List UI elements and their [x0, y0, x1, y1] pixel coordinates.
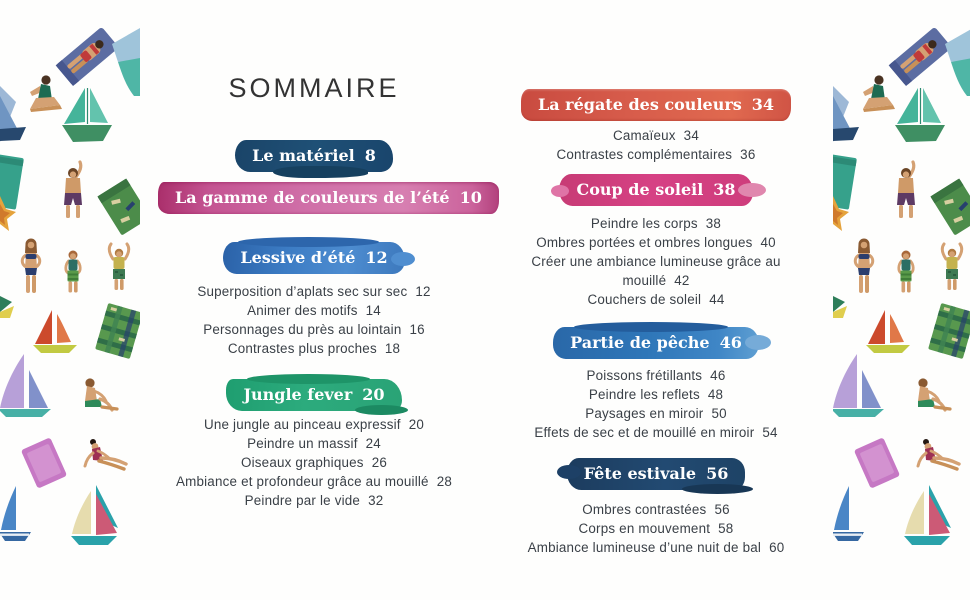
toc-entry [496, 366, 816, 385]
toc-entry-label: Ambiance et profondeur grâce au mouillé [176, 474, 429, 489]
sailboat-multicolor-illustration [71, 485, 118, 545]
toc-entry-page: 60 [769, 540, 785, 555]
toc-entry-page: 28 [436, 474, 452, 489]
standing-woman-illustration [22, 239, 40, 294]
watercolor-banner [235, 140, 393, 172]
section-title: Coup de soleil [576, 180, 704, 199]
sunbather-on-towel-illustration [56, 27, 119, 86]
toc-entry-page: 18 [384, 341, 401, 356]
teal-towel-illustration [0, 154, 24, 209]
section-page-number: 34 [751, 95, 775, 114]
section-title: Le matériel [252, 146, 355, 165]
toc-entry-label: Peindre les reflets [588, 387, 700, 402]
toc-entry [158, 320, 470, 339]
toc-entry [158, 491, 470, 510]
toc-item-group [158, 415, 470, 510]
toc-entry [496, 233, 816, 252]
section-page-number: 10 [459, 188, 482, 207]
toc-item-group [496, 126, 816, 164]
toc-entry-label: Créer une ambiance lumineuse grâce au mouillé [531, 254, 781, 288]
watercolor-banner [521, 89, 791, 121]
toc-entry-page: 34 [683, 128, 699, 143]
toc-left-column [158, 0, 482, 510]
toc-entry-page: 48 [707, 387, 724, 402]
section-title: Lessive d’été [240, 248, 356, 267]
toc-entry-page: 14 [365, 303, 381, 318]
section-heading-peche [496, 327, 816, 359]
patterned-towel-illustration [97, 178, 140, 235]
toc-item-group [496, 500, 816, 557]
sail-partial-right-illustration [112, 28, 140, 96]
toc-entry-page: 58 [718, 521, 734, 536]
toc-entry [496, 290, 816, 309]
watercolor-banner [553, 327, 759, 359]
sailboat-blue-illustration [0, 486, 31, 541]
section-heading-le-materiel [158, 140, 470, 172]
toc-entry [496, 252, 816, 290]
section-title: Fête estivale [583, 464, 697, 483]
standing-man-illustration [64, 162, 82, 218]
toc-entry-label: Poissons frétillants [586, 368, 703, 383]
arms-up-bather-illustration [109, 244, 128, 290]
section-title: La gamme de couleurs de l’été [175, 188, 450, 207]
toc-entry-label: Animer des motifs [247, 303, 358, 318]
sailboat-partial-illustration [0, 86, 26, 142]
section-title: Jungle fever [243, 385, 353, 404]
toc-entry [158, 339, 470, 358]
plaid-towel-illustration [95, 303, 140, 359]
toc-entry [158, 282, 470, 301]
toc-entry-page: 32 [368, 493, 384, 508]
toc-entry-label: Camaïeux [613, 128, 676, 143]
toc-entry [496, 538, 816, 557]
toc-entry-label: Ombres portées et ombres longues [536, 235, 753, 250]
sailboat-orange-illustration [33, 310, 77, 353]
toc-entry-label: Paysages en miroir [585, 406, 704, 421]
section-heading-regate [496, 89, 816, 121]
toc-entry-label: Peindre par le vide [244, 493, 361, 508]
toc-entry-label: Ombres contrastées [582, 502, 707, 517]
orchid-towel-illustration [21, 437, 67, 488]
standing-bather-illustration [66, 251, 80, 293]
watercolor-banner [226, 379, 401, 411]
toc-item-group [158, 282, 470, 358]
toc-entry [496, 214, 816, 233]
watercolor-banner [158, 182, 499, 214]
toc-entry [158, 434, 470, 453]
reclining-woman-illustration [85, 439, 126, 469]
toc-entry-label: Contrastes complémentaires [556, 147, 733, 162]
toc-entry-page: 56 [714, 502, 730, 517]
toc-item-group [496, 214, 816, 309]
toc-entry-label: Oiseaux graphiques [240, 455, 364, 470]
section-heading-jungle [158, 379, 470, 411]
toc-entry-page: 16 [409, 322, 425, 337]
toc-entry-page: 24 [365, 436, 381, 451]
watercolor-banner [559, 174, 752, 206]
toc-entry-page: 40 [760, 235, 776, 250]
toc-entry [496, 404, 816, 423]
beach-pattern-right [833, 0, 970, 600]
section-heading-fete [496, 458, 816, 490]
toc-entry-label: Peindre les corps [590, 216, 698, 231]
toc-entry [158, 415, 470, 434]
section-heading-la-gamme [158, 182, 482, 214]
toc-item-group [496, 366, 816, 442]
toc-entry-page: 50 [711, 406, 727, 421]
section-page-number: 46 [719, 333, 742, 352]
toc-entry-page: 36 [740, 147, 756, 162]
toc-entry-page: 20 [408, 417, 425, 432]
section-title: La régate des couleurs [537, 95, 742, 114]
toc-entry-label: Contrastes plus proches [227, 341, 377, 356]
toc-entry [496, 500, 816, 519]
section-page-number: 20 [362, 385, 385, 404]
toc-entry-page: 26 [371, 455, 387, 470]
watercolor-banner [567, 458, 746, 490]
toc-entry-label: Superposition d’aplats sec sur sec [197, 284, 408, 299]
toc-entry-label: Corps en mouvement [578, 521, 711, 536]
toc-entry [496, 145, 816, 164]
section-page-number: 38 [713, 180, 736, 199]
section-heading-coup [496, 174, 816, 206]
section-heading-lessive [158, 242, 470, 274]
toc-entry-label: Une jungle au pinceau expressif [203, 417, 401, 432]
section-title: Partie de pêche [570, 333, 710, 352]
watercolor-banner [223, 242, 404, 274]
toc-entry [158, 453, 470, 472]
toc-entry-page: 12 [415, 284, 431, 299]
section-page-number: 12 [365, 248, 388, 267]
section-page-number: 8 [364, 146, 376, 165]
toc-entry [158, 301, 470, 320]
toc-entry [496, 126, 816, 145]
toc-entry-page: 44 [709, 292, 725, 307]
toc-entry [496, 385, 816, 404]
sitting-bather-illustration-2 [85, 378, 117, 410]
toc-entry-page: 54 [762, 425, 778, 440]
toc-entry [158, 472, 470, 491]
toc-entry-label: Effets de sec et de mouillé en miroir [534, 425, 755, 440]
toc-entry-label: Peindre un massif [247, 436, 358, 451]
sailboat-lavender-illustration [0, 354, 51, 417]
toc-entry-label: Ambiance lumineuse d’une nuit de bal [527, 540, 762, 555]
sitting-bather-illustration [30, 75, 62, 112]
beach-pattern-left [0, 0, 140, 600]
toc-entry-page: 42 [674, 273, 690, 288]
toc-entry [496, 519, 816, 538]
boat-partial-left-illustration [0, 296, 14, 318]
page-title: SOMMAIRE [228, 73, 400, 103]
section-page-number: 56 [706, 464, 729, 483]
toc-entry-page: 38 [705, 216, 722, 231]
toc-entry-label: Couchers de soleil [587, 292, 702, 307]
toc-entry-label: Personnages du près au lointain [203, 322, 402, 337]
toc-entry [496, 423, 816, 442]
toc-right-column [496, 0, 816, 557]
sailboat-teal-illustration [62, 88, 112, 142]
toc-entry-page: 46 [710, 368, 726, 383]
